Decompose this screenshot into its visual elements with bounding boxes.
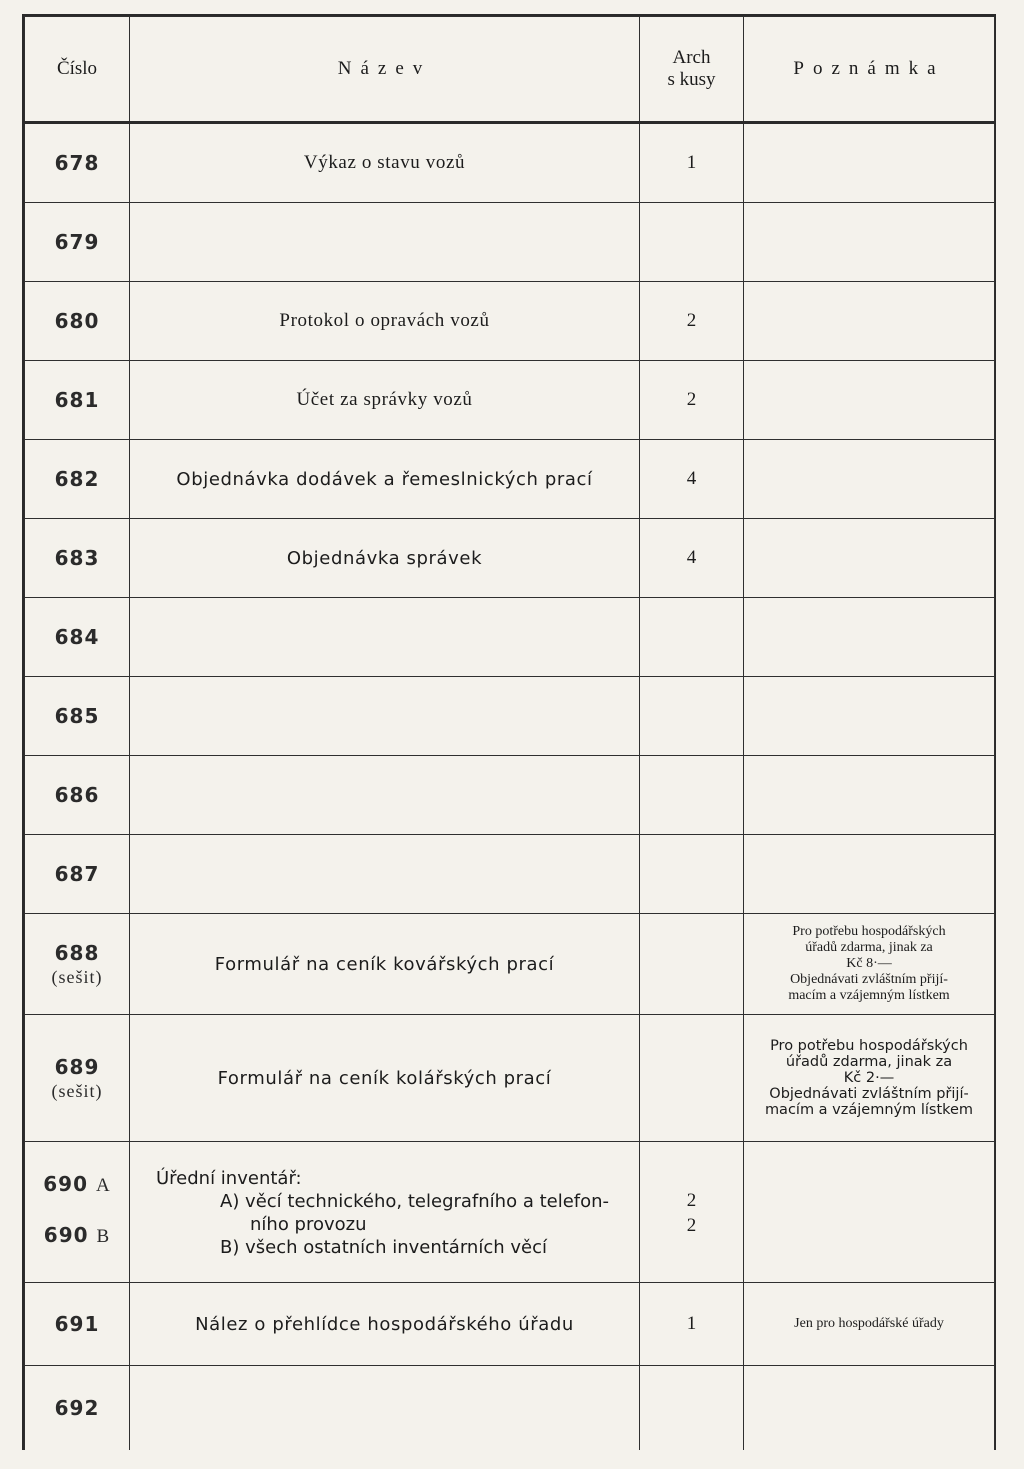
row-number-b: 690 B bbox=[43, 1223, 111, 1247]
header-arch-line2: s kusy bbox=[667, 69, 716, 90]
row-name bbox=[130, 756, 640, 835]
suffix-a: A bbox=[95, 1175, 111, 1196]
table-row bbox=[25, 835, 995, 914]
suffix-b: B bbox=[96, 1226, 111, 1247]
row-number bbox=[25, 914, 130, 1015]
row-name: Účet za správky vozů bbox=[130, 361, 640, 440]
note-line: Objednávati zvláštním přijí- bbox=[769, 1086, 969, 1102]
table-row bbox=[25, 519, 995, 598]
note-line: Kč 8·— bbox=[846, 956, 892, 971]
note-line: Pro potřebu hospodářských bbox=[770, 1038, 968, 1054]
table-row bbox=[25, 677, 995, 756]
row-arch: 2 bbox=[640, 361, 744, 440]
header-number: Číslo bbox=[25, 17, 130, 123]
header-arch-line1: Arch bbox=[672, 47, 711, 68]
header-row bbox=[25, 17, 995, 123]
row-name bbox=[130, 598, 640, 677]
row-arch bbox=[640, 598, 744, 677]
row-name: Výkaz o stavu vozů bbox=[130, 123, 640, 203]
row-number-value: 689 bbox=[54, 1054, 100, 1079]
table-row bbox=[25, 361, 995, 440]
note-line: úřadů zdarma, jinak za bbox=[785, 1054, 953, 1070]
table-row bbox=[25, 1015, 995, 1142]
row-arch bbox=[640, 756, 744, 835]
row-note bbox=[744, 677, 995, 756]
note-line: Objednávati zvláštním přijí- bbox=[790, 972, 948, 987]
row-arch: 1 bbox=[640, 123, 744, 203]
row-name bbox=[130, 677, 640, 756]
row-number: 682 bbox=[25, 440, 130, 519]
row-note bbox=[744, 203, 995, 282]
forms-table bbox=[24, 16, 995, 1450]
row-note bbox=[744, 1015, 995, 1142]
row-note bbox=[744, 1366, 995, 1451]
row-arch: 1 bbox=[640, 1283, 744, 1366]
arch-b: 2 bbox=[686, 1215, 697, 1236]
note-line: macím a vzájemným lístkem bbox=[788, 988, 950, 1003]
row-arch bbox=[640, 1366, 744, 1451]
note-line: úřadů zdarma, jinak za bbox=[805, 940, 933, 955]
table-row bbox=[25, 282, 995, 361]
row-number: 679 bbox=[25, 203, 130, 282]
row-arch: 4 bbox=[640, 519, 744, 598]
row-number: 683 bbox=[25, 519, 130, 598]
row-number: 685 bbox=[25, 677, 130, 756]
note-line: Pro potřebu hospodářských bbox=[792, 924, 946, 939]
row-note bbox=[744, 123, 995, 203]
row-number: 692 bbox=[25, 1366, 130, 1451]
inventory-item-a: A) věcí technického, telegrafního a telefon- bbox=[220, 1191, 610, 1212]
header-note: Poznámka bbox=[744, 17, 995, 123]
table-row bbox=[25, 1283, 995, 1366]
row-number-sub: (sešit) bbox=[51, 1080, 103, 1101]
arch-a: 2 bbox=[686, 1190, 697, 1211]
row-name: Formulář na ceník kolářských prací bbox=[130, 1015, 640, 1142]
row-arch bbox=[640, 677, 744, 756]
row-arch: 4 bbox=[640, 440, 744, 519]
row-number: 678 bbox=[25, 123, 130, 203]
row-arch bbox=[640, 1015, 744, 1142]
note-line: Kč 2·— bbox=[843, 1070, 895, 1086]
row-arch: 2 bbox=[640, 282, 744, 361]
table-row bbox=[25, 440, 995, 519]
table-row bbox=[25, 598, 995, 677]
row-note bbox=[744, 598, 995, 677]
table-row bbox=[25, 756, 995, 835]
row-number bbox=[25, 1015, 130, 1142]
row-number-value: 688 bbox=[54, 940, 100, 965]
row-number-a: 690 A bbox=[43, 1172, 111, 1196]
row-number: 684 bbox=[25, 598, 130, 677]
table-row bbox=[25, 123, 995, 203]
inventory-item-b: B) všech ostatních inventárních věcí bbox=[220, 1237, 547, 1258]
row-name bbox=[130, 1366, 640, 1451]
table-row bbox=[25, 1142, 995, 1283]
inventory-item-a-cont: ního provozu bbox=[250, 1214, 367, 1235]
note-line: macím a vzájemným lístkem bbox=[764, 1102, 974, 1118]
inventory-heading: Úřední inventář: bbox=[156, 1168, 302, 1189]
row-name bbox=[130, 835, 640, 914]
row-note bbox=[744, 282, 995, 361]
header-arch bbox=[640, 17, 744, 123]
row-number: 691 bbox=[25, 1283, 130, 1366]
row-note bbox=[744, 440, 995, 519]
row-name bbox=[130, 203, 640, 282]
row-arch bbox=[640, 203, 744, 282]
row-name: Objednávka správek bbox=[130, 519, 640, 598]
row-note bbox=[744, 756, 995, 835]
row-number: 686 bbox=[25, 756, 130, 835]
row-note bbox=[744, 361, 995, 440]
row-number-sub: (sešit) bbox=[51, 966, 103, 987]
table-row bbox=[25, 203, 995, 282]
row-name: Nález o přehlídce hospodářského úřadu bbox=[130, 1283, 640, 1366]
row-note bbox=[744, 835, 995, 914]
table-row bbox=[25, 914, 995, 1015]
table-row bbox=[25, 1366, 995, 1451]
row-arch bbox=[640, 835, 744, 914]
row-name: Objednávka dodávek a řemeslnických prací bbox=[130, 440, 640, 519]
row-name bbox=[130, 1142, 640, 1283]
row-note bbox=[744, 1142, 995, 1283]
row-note bbox=[744, 914, 995, 1015]
row-number: 687 bbox=[25, 835, 130, 914]
row-number: 681 bbox=[25, 361, 130, 440]
row-name: Formulář na ceník kovářských prací bbox=[130, 914, 640, 1015]
row-note: Jen pro hospodářské úřady bbox=[744, 1283, 995, 1366]
row-number: 680 bbox=[25, 282, 130, 361]
row-note bbox=[744, 519, 995, 598]
header-name: Název bbox=[130, 17, 640, 123]
row-name: Protokol o opravách vozů bbox=[130, 282, 640, 361]
row-arch bbox=[640, 1142, 744, 1283]
form-catalog-sheet bbox=[22, 14, 996, 1450]
row-arch bbox=[640, 914, 744, 1015]
row-number bbox=[25, 1142, 130, 1283]
